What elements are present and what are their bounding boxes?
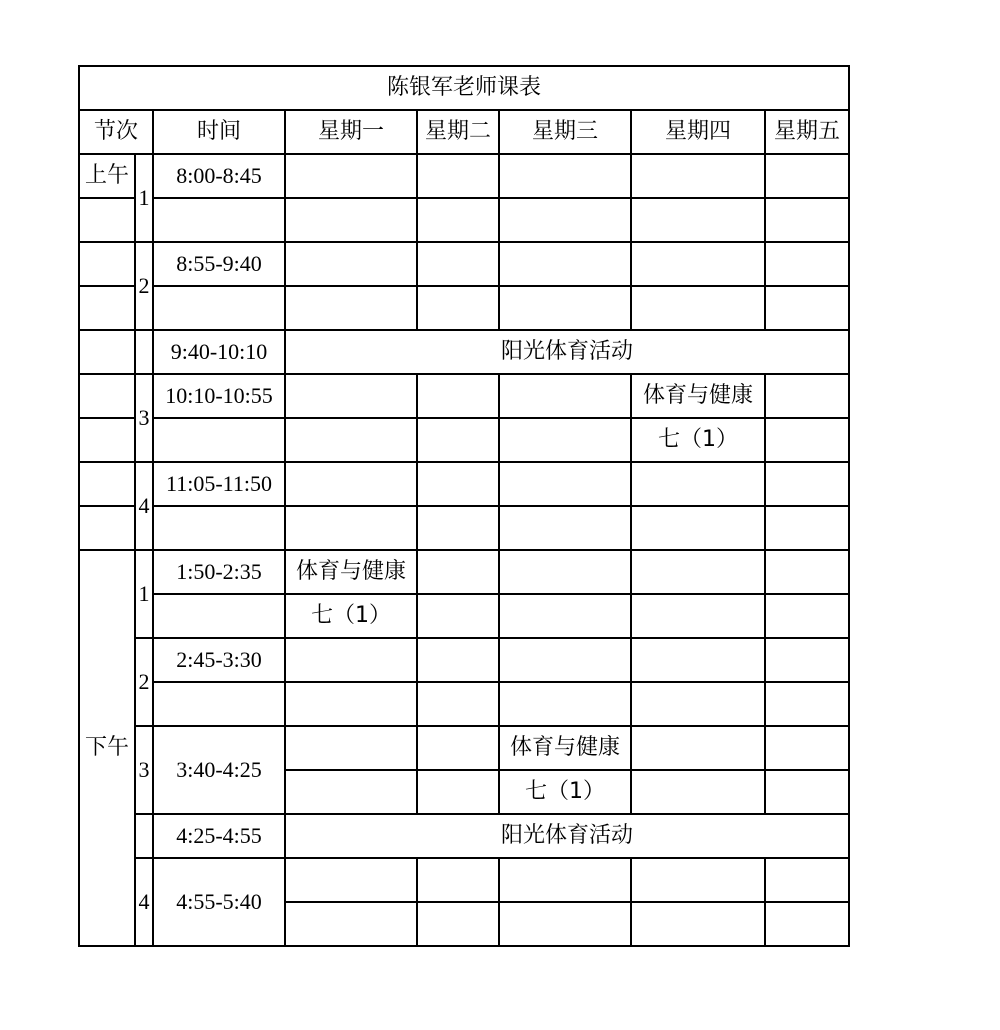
cell — [631, 198, 765, 242]
slot-number: 3 — [135, 726, 153, 814]
cell — [417, 506, 499, 550]
cell — [153, 594, 285, 638]
cell — [285, 286, 417, 330]
table-row — [79, 374, 849, 418]
cell — [631, 506, 765, 550]
cell — [765, 858, 849, 902]
cell — [765, 770, 849, 814]
cell — [765, 638, 849, 682]
cell — [631, 858, 765, 902]
course-cell-thursday: 体育与健康 — [631, 374, 765, 418]
course-cell-monday: 体育与健康 — [285, 550, 417, 594]
table-row — [79, 682, 849, 726]
cell — [417, 418, 499, 462]
activity-cell: 阳光体育活动 — [285, 814, 849, 858]
cell — [499, 902, 631, 946]
cell — [499, 154, 631, 198]
cell — [79, 462, 135, 506]
timetable — [78, 65, 850, 947]
slot-time: 2:45-3:30 — [153, 638, 285, 682]
class-label-monday: 七（1） — [285, 594, 417, 638]
cell — [417, 154, 499, 198]
cell — [417, 902, 499, 946]
table-row — [79, 550, 849, 594]
header-row — [79, 110, 849, 154]
cell — [631, 638, 765, 682]
slot-time: 8:55-9:40 — [153, 242, 285, 286]
cell — [631, 550, 765, 594]
slot-time: 3:40-4:25 — [153, 726, 285, 814]
cell — [765, 506, 849, 550]
cell — [417, 770, 499, 814]
table-row — [79, 726, 849, 770]
cell — [499, 242, 631, 286]
cell — [417, 726, 499, 770]
cell — [765, 726, 849, 770]
cell — [153, 506, 285, 550]
cell — [79, 506, 135, 550]
cell — [631, 242, 765, 286]
slot-time: 4:25-4:55 — [153, 814, 285, 858]
slot-time: 1:50-2:35 — [153, 550, 285, 594]
slot-number: 4 — [135, 462, 153, 550]
cell — [285, 506, 417, 550]
cell — [499, 638, 631, 682]
cell — [285, 418, 417, 462]
cell — [765, 286, 849, 330]
slot-number: 3 — [135, 374, 153, 462]
cell — [765, 550, 849, 594]
cell — [285, 682, 417, 726]
cell — [417, 682, 499, 726]
cell — [499, 858, 631, 902]
slot-number — [135, 330, 153, 374]
header-day-wednesday: 星期三 — [499, 110, 631, 154]
cell — [765, 418, 849, 462]
cell — [631, 154, 765, 198]
cell — [285, 198, 417, 242]
cell — [417, 638, 499, 682]
cell — [285, 770, 417, 814]
cell — [765, 462, 849, 506]
cell — [499, 506, 631, 550]
course-cell-wednesday: 体育与健康 — [499, 726, 631, 770]
table-row — [79, 242, 849, 286]
cell — [285, 154, 417, 198]
activity-cell: 阳光体育活动 — [285, 330, 849, 374]
cell — [79, 242, 135, 286]
cell — [79, 330, 135, 374]
cell — [79, 286, 135, 330]
cell — [765, 594, 849, 638]
cell — [79, 374, 135, 418]
cell — [499, 198, 631, 242]
cell — [153, 418, 285, 462]
slot-number: 1 — [135, 550, 153, 638]
cell — [417, 594, 499, 638]
slot-number — [135, 814, 153, 858]
cell — [631, 594, 765, 638]
cell — [417, 198, 499, 242]
cell — [765, 154, 849, 198]
table-row — [79, 198, 849, 242]
cell — [417, 286, 499, 330]
slot-time: 9:40-10:10 — [153, 330, 285, 374]
cell — [765, 198, 849, 242]
slot-time: 8:00-8:45 — [153, 154, 285, 198]
cell — [631, 770, 765, 814]
class-label-thursday: 七（1） — [631, 418, 765, 462]
cell — [499, 418, 631, 462]
class-label-wednesday: 七（1） — [499, 770, 631, 814]
slot-number: 1 — [135, 154, 153, 242]
cell — [417, 374, 499, 418]
slot-time: 4:55-5:40 — [153, 858, 285, 946]
table-row — [79, 418, 849, 462]
header-period: 节次 — [79, 110, 153, 154]
cell — [285, 902, 417, 946]
slot-number: 2 — [135, 242, 153, 330]
cell — [499, 374, 631, 418]
cell — [153, 286, 285, 330]
cell — [631, 682, 765, 726]
cell — [153, 198, 285, 242]
period-label-afternoon: 下午 — [79, 550, 135, 946]
cell — [631, 462, 765, 506]
table-row — [79, 330, 849, 374]
slot-time: 10:10-10:55 — [153, 374, 285, 418]
cell — [285, 242, 417, 286]
cell — [765, 374, 849, 418]
cell — [153, 682, 285, 726]
cell — [417, 462, 499, 506]
slot-time: 11:05-11:50 — [153, 462, 285, 506]
table-row — [79, 858, 849, 902]
cell — [79, 418, 135, 462]
header-day-monday: 星期一 — [285, 110, 417, 154]
cell — [631, 902, 765, 946]
table-row — [79, 594, 849, 638]
header-day-tuesday: 星期二 — [417, 110, 499, 154]
page-title: 陈银军老师课表 — [79, 66, 849, 110]
cell — [285, 638, 417, 682]
cell — [499, 286, 631, 330]
cell — [285, 726, 417, 770]
table-row — [79, 506, 849, 550]
cell — [499, 462, 631, 506]
table-row — [79, 814, 849, 858]
cell — [499, 550, 631, 594]
cell — [285, 374, 417, 418]
header-day-friday: 星期五 — [765, 110, 849, 154]
cell — [285, 858, 417, 902]
period-label-morning: 上午 — [79, 154, 135, 198]
table-row — [79, 286, 849, 330]
cell — [417, 858, 499, 902]
cell — [765, 242, 849, 286]
slot-number: 4 — [135, 858, 153, 946]
header-day-thursday: 星期四 — [631, 110, 765, 154]
cell — [631, 286, 765, 330]
table-row — [79, 638, 849, 682]
cell — [765, 902, 849, 946]
cell — [499, 594, 631, 638]
cell — [499, 682, 631, 726]
header-time: 时间 — [153, 110, 285, 154]
table-row — [79, 462, 849, 506]
cell — [79, 198, 135, 242]
cell — [631, 726, 765, 770]
table-row — [79, 154, 849, 198]
slot-number: 2 — [135, 638, 153, 726]
cell — [417, 242, 499, 286]
cell — [417, 550, 499, 594]
cell — [765, 682, 849, 726]
cell — [285, 462, 417, 506]
